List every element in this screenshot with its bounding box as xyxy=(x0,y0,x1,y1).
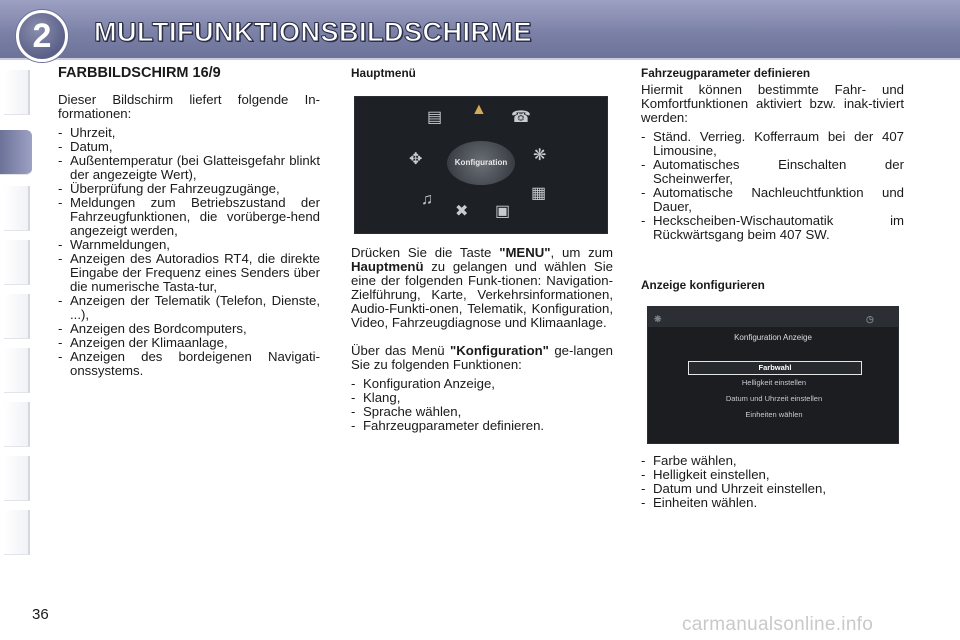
list-item: - Anzeigen des bordeigenen Navigati-onssystems. xyxy=(58,350,320,378)
display-options-list xyxy=(641,454,904,510)
column-hauptmenue xyxy=(351,66,613,433)
chapter-title: MULTIFUNKTIONSBILDSCHIRME xyxy=(94,17,532,47)
screen-menu-row: Einheiten wählen xyxy=(745,410,803,419)
section-heading-hauptmenue: Hauptmenü xyxy=(351,66,416,80)
list-item: - Farbe wählen, xyxy=(641,454,904,468)
konfiguration-key-label: "Konfiguration" xyxy=(450,343,549,358)
list-item: - Automatisches Einschalten der Scheinwerfer, xyxy=(641,158,904,186)
text-run: ge-langen Sie zu folgenden Funktionen: xyxy=(351,343,614,372)
chapter-tab-1[interactable] xyxy=(4,70,30,115)
list-item: - Anzeigen der Klimaanlage, xyxy=(58,336,320,350)
menu-instruction-text xyxy=(351,246,613,330)
fan-icon: ❋ xyxy=(533,147,547,164)
screen-menu-row: Helligkeit einstellen xyxy=(741,378,807,387)
section-heading-farbbildschirm: FARBBILDSCHIRM 16/9 xyxy=(58,65,221,81)
configuration-functions-list xyxy=(351,377,613,433)
list-item: - Warnmeldungen, xyxy=(58,238,320,252)
chapter-tab-3[interactable] xyxy=(4,186,30,231)
screen-menu-row-selected: Farbwahl xyxy=(688,361,862,375)
screen-status-bar xyxy=(648,307,898,327)
section-heading-fahrzeugparameter: Fahrzeugparameter definieren xyxy=(641,66,811,80)
music-icon: ♫ xyxy=(421,191,433,208)
watermark: carmanualsonline.info xyxy=(682,614,874,635)
text-run: Drücken Sie die Taste xyxy=(351,245,500,260)
list-item: - Meldungen zum Betriebszustand der Fahrzeugfunktionen, die vorüberge-hend angezeigt werden, xyxy=(58,196,320,238)
chapter-tab-7[interactable] xyxy=(4,402,30,447)
column-fahrzeugparameter xyxy=(641,66,904,510)
list-item: - Außentemperatur (bei Glatteisgefahr blinkt der angezeigte Wert), xyxy=(58,154,320,182)
configuration-instruction-text xyxy=(351,344,613,372)
compass-icon: ✥ xyxy=(409,151,423,168)
vehicle-parameters-list xyxy=(641,130,904,242)
list-item: - Konfiguration Anzeige, xyxy=(351,377,613,391)
display-config-screen-image xyxy=(647,306,899,444)
list-item: - Einheiten wählen. xyxy=(641,496,904,510)
display-icon: ▦ xyxy=(531,185,547,202)
chapter-number-badge: 2 xyxy=(16,10,68,62)
list-item: - Uhrzeit, xyxy=(58,126,320,140)
chapter-tabs xyxy=(0,70,30,575)
clock-icon: ◷ xyxy=(866,314,874,324)
car-icon: ▣ xyxy=(495,203,511,220)
main-menu-screen-image xyxy=(354,96,608,234)
list-item: - Anzeigen des Bordcomputers, xyxy=(58,322,320,336)
chapter-tab-9[interactable] xyxy=(4,510,30,555)
book-icon: ▤ xyxy=(427,109,443,126)
menu-center-label: Konfiguration xyxy=(447,141,515,185)
intro-text: Dieser Bildschirm liefert folgende In-formationen: xyxy=(58,92,320,121)
information-list xyxy=(58,126,320,378)
chapter-tab-4[interactable] xyxy=(4,240,30,285)
text-run: zu gelangen und wählen Sie eine der folgenden Funk-tionen: Navigation-Zielführung, Karte, Verkehrsinformationen, Audio-Funkti-onen, Telematik, Konfiguration, Video, Fahrzeugdiagnose und Klimaanlage. xyxy=(351,259,613,330)
chapter-tab-5[interactable] xyxy=(4,294,30,339)
list-item: - Anzeigen der Telematik (Telefon, Dienste, ...), xyxy=(58,294,320,322)
warning-icon: ▲ xyxy=(471,101,487,118)
fan-icon: ❋ xyxy=(654,314,662,324)
wrench-icon: ✖ xyxy=(455,203,469,220)
header-divider xyxy=(0,58,960,60)
list-item: - Überprüfung der Fahrzeugzugänge, xyxy=(58,182,320,196)
list-item: - Datum, xyxy=(58,140,320,154)
list-item: - Fahrzeugparameter definieren. xyxy=(351,419,613,433)
list-item: - Automatische Nachleuchtfunktion und Dauer, xyxy=(641,186,904,214)
list-item: - Anzeigen des Autoradios RT4, die direkte Eingabe der Frequenz eines Senders über die numerische Tasta-tur, xyxy=(58,252,320,294)
list-item: - Datum und Uhrzeit einstellen, xyxy=(641,482,904,496)
section-heading-anzeige-konfigurieren: Anzeige konfigurieren xyxy=(641,278,765,292)
list-item: - Sprache wählen, xyxy=(351,405,613,419)
hauptmenue-label: Hauptmenü xyxy=(351,259,424,274)
chapter-tab-6[interactable] xyxy=(4,348,30,393)
screen-title: Konfiguration Anzeige xyxy=(734,333,812,342)
chapter-tab-8[interactable] xyxy=(4,456,30,501)
text-run: Über das Menü xyxy=(351,343,450,358)
phone-icon: ☎ xyxy=(511,109,531,126)
list-item: - Klang, xyxy=(351,391,613,405)
page-number: 36 xyxy=(32,606,49,623)
chapter-tab-2-active[interactable] xyxy=(0,130,32,175)
list-item: - Helligkeit einstellen, xyxy=(641,468,904,482)
screen-menu-row: Datum und Uhrzeit einstellen xyxy=(725,394,823,403)
list-item: - Heckscheiben-Wischautomatik im Rückwärtsgang beim 407 SW. xyxy=(641,214,904,242)
parameters-intro-text: Hiermit können bestimmte Fahr- und Komfortfunktionen aktiviert bzw. inak-tiviert werden: xyxy=(641,82,904,125)
column-farbbildschirm xyxy=(58,66,320,378)
list-item: - Ständ. Verrieg. Kofferraum bei der 407 Limousine, xyxy=(641,130,904,158)
text-run: , um zum xyxy=(550,245,613,260)
menu-key-label: "MENU" xyxy=(499,245,551,260)
